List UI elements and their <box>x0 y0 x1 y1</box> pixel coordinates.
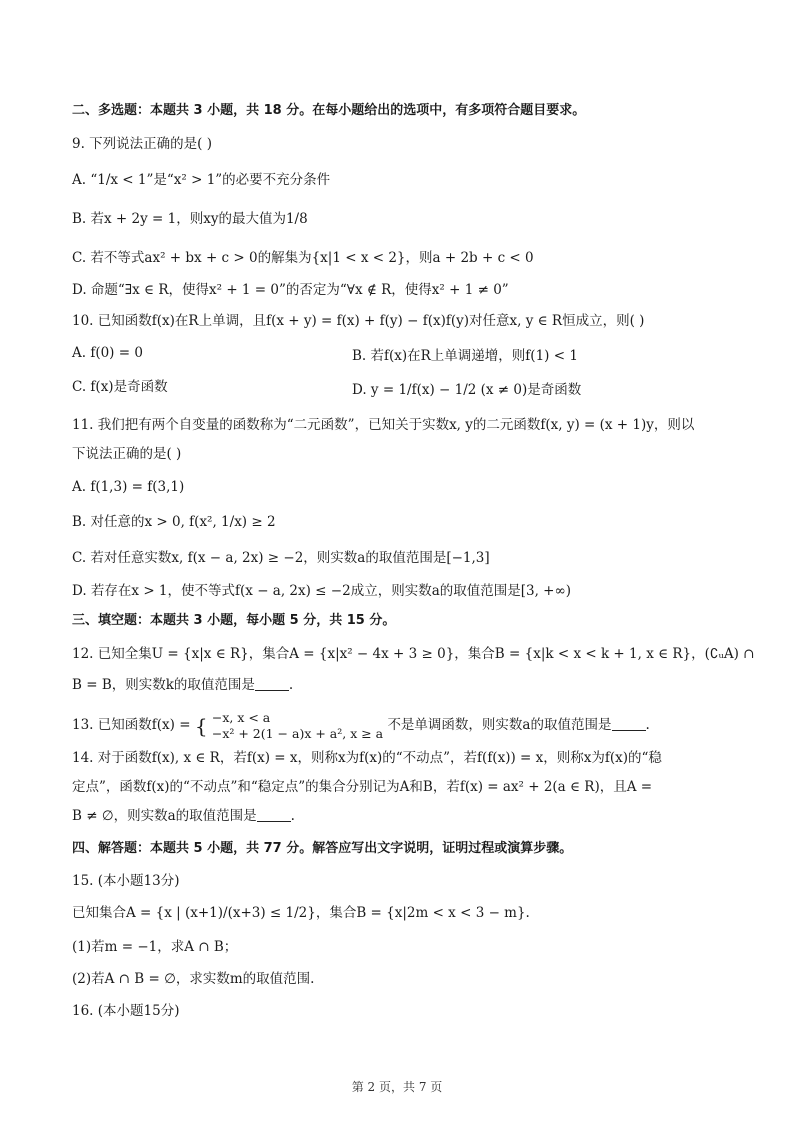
q16-header: 16. (本小题15分) <box>72 1003 180 1019</box>
q15-header: 15. (本小题13分) <box>72 873 180 889</box>
q9-option-a: A. “1/x < 1”是“x² > 1”的必要不充分条件 <box>72 172 331 188</box>
q11-stem-line2: 下说法正确的是( ) <box>72 446 182 462</box>
section-2-title: 二、多选题：本题共 3 小题，共 18 分。在每小题给出的选项中，有多项符合题目要求。 <box>72 103 586 118</box>
page-footer: 第 2 页，共 7 页 <box>351 1080 443 1094</box>
q10-option-d: D. y = 1/f(x) − 1/2 (x ≠ 0)是奇函数 <box>352 382 582 398</box>
q11-option-d: D. 若存在x > 1，使不等式f(x − a, 2x) ≤ −2成立，则实数a的取值范围是[3, +∞) <box>72 583 571 599</box>
q13-line: 13. 已知函数f(x) = { −x, x < a −x² + 2(1 − a)x + a², x ≥ a 不是单调函数，则实数a的取值范围是 . <box>72 710 650 741</box>
q9-option-c: C. 若不等式ax² + bx + c > 0的解集为{x|1 < x < 2}，则a + 2b + c < 0 <box>72 250 534 266</box>
q14-answer-blank <box>257 809 291 822</box>
q14-line2: 定点”，函数f(x)的“不动点”和“稳定点”的集合分别记为A和B，若f(x) = ax² + 2(a ∈ R)，且A = <box>72 779 653 795</box>
q13-case1: −x, x < a <box>211 710 271 725</box>
q12-line2-text: B = B，则实数k的取值范围是 <box>72 677 255 693</box>
q10-stem: 10. 已知函数f(x)在R上单调，且f(x + y) = f(x) + f(y) − f(x)f(y)对任意x, y ∈ R恒成立，则( ) <box>72 313 645 329</box>
q13-brace: { <box>194 713 208 738</box>
section-4-title: 四、解答题：本题共 5 小题，共 77 分。解答应写出文字说明，证明过程或演算步骤。 <box>72 841 573 856</box>
q10-option-c: C. f(x)是奇函数 <box>72 379 168 395</box>
q11-option-a: A. f(1,3) = f(3,1) <box>72 479 185 495</box>
q14-line3-text: B ≠ ∅，则实数a的取值范围是 <box>72 808 257 824</box>
q14-line3: B ≠ ∅，则实数a的取值范围是 . <box>72 808 295 824</box>
q11-stem-line1: 11. 我们把有两个自变量的函数称为“二元函数”，已知关于实数x, y的二元函数f(x, y) = (x + 1)y，则以 <box>72 417 695 433</box>
q13-case2: −x² + 2(1 − a)x + a², x ≥ a <box>211 725 384 741</box>
section-3-title: 三、填空题：本题共 3 小题，每小题 5 分，共 15 分。 <box>72 613 396 628</box>
q10-option-a: A. f(0) = 0 <box>72 345 143 361</box>
q15-part2: (2)若A ∩ B = ∅，求实数m的取值范围. <box>72 971 315 987</box>
q12-line1: 12. 已知全集U = {x|x ∈ R}，集合A = {x|x² − 4x + 3 ≥ 0}，集合B = {x|k < x < k + 1, x ∈ R}，(∁ᵤA) ∩ <box>72 646 755 662</box>
q12-line2: B = B，则实数k的取值范围是 . <box>72 677 294 693</box>
q15-stem: 已知集合A = {x | (x+1)/(x+3) ≤ 1/2}，集合B = {x|2m < x < 3 − m}. <box>72 905 530 921</box>
q14-line1: 14. 对于函数f(x), x ∈ R，若f(x) = x，则称x为f(x)的“不动点”，若f(f(x)) = x，则称x为f(x)的“稳 <box>72 750 662 766</box>
q15-part1: (1)若m = −1，求A ∩ B； <box>72 939 238 955</box>
q13-answer-blank <box>612 718 646 731</box>
q9-option-b: B. 若x + 2y = 1，则xy的最大值为1/8 <box>72 211 308 227</box>
q12-answer-blank <box>255 678 289 691</box>
q11-option-c: C. 若对任意实数x, f(x − a, 2x) ≥ −2，则实数a的取值范围是[−1,3] <box>72 550 490 566</box>
q9-option-d: D. 命题“∃x ∈ R，使得x² + 1 = 0”的否定为“∀x ∉ R，使得x² + 1 ≠ 0” <box>72 282 509 298</box>
q10-option-b: B. 若f(x)在R上单调递增，则f(1) < 1 <box>352 348 578 364</box>
q13-cases <box>212 710 383 741</box>
q13-suffix: 不是单调函数，则实数a的取值范围是 <box>387 717 612 734</box>
q11-option-b: B. 对任意的x > 0, f(x², 1/x) ≥ 2 <box>72 514 276 530</box>
q13-prefix: 13. 已知函数f(x) = <box>72 717 191 734</box>
q9-stem: 9. 下列说法正确的是( ) <box>72 136 212 152</box>
